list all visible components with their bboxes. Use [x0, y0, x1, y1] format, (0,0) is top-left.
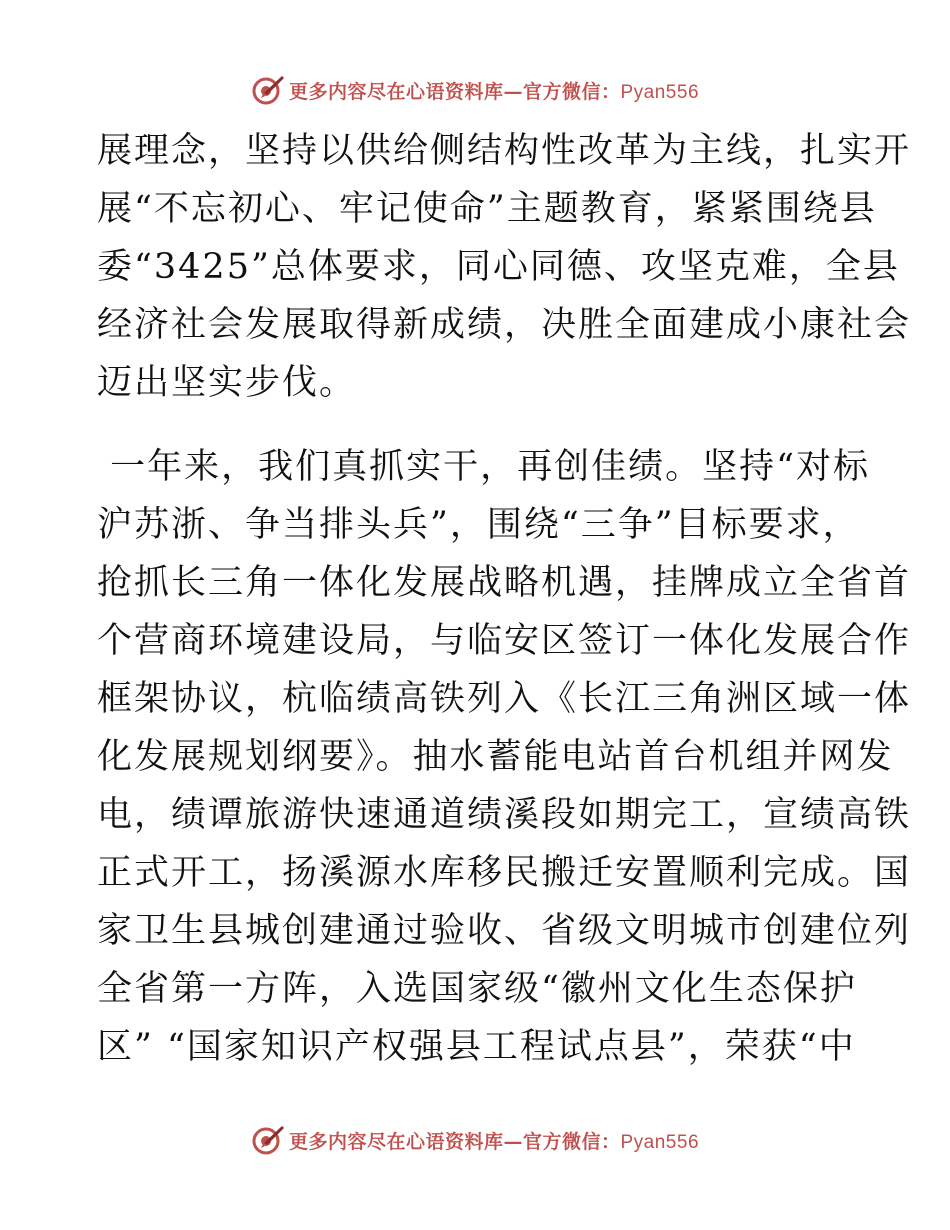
text-line: 展理念，坚持以供给侧结构性改革为主线，扎实开 [97, 131, 912, 171]
text-line: 展“不忘初心、牢记使命”主题教育，紧紧围绕县 [97, 189, 877, 229]
text-line: 一年来，我们真抓实干，再创佳绩。坚持“对标 [97, 447, 871, 487]
paragraph-2 [97, 438, 912, 1076]
text-line: 正式开工，扬溪源水库移民搬迁安置顺利完成。国 [97, 853, 912, 893]
text-line: 化发展规划纲要》。抽水蓄能电站首台机组并网发 [97, 737, 894, 777]
footer-banner-text: 更多内容尽在心语资料库—官方微信：Pyan556 [288, 1130, 700, 1153]
text-line: 沪苏浙、争当排头兵”，围绕“三争”目标要求， [97, 505, 860, 545]
text-line: 家卫生县城创建通过验收、省级文明城市创建位列 [97, 911, 912, 951]
text-line: 经济社会发展取得新成绩，决胜全面建成小康社会 [97, 305, 912, 345]
document-body [97, 122, 912, 1076]
text-line: 电，绩谭旅游快速通道绩溪段如期完工，宣绩高铁 [97, 795, 912, 835]
text-line: 区” “国家知识产权强县工程试点县”，荣获“中 [97, 1027, 856, 1067]
text-line: 迈出坚实步伐。 [97, 363, 357, 403]
text-line: 委“3425”总体要求，同心同德、攻坚克难，全县 [97, 247, 900, 287]
text-line: 个营商环境建设局，与临安区签订一体化发展合作 [97, 621, 912, 661]
pen-logo-icon [251, 1123, 285, 1157]
text-line: 框架协议，杭临绩高铁列入《长江三角洲区域一体 [97, 679, 912, 719]
paragraph-1 [97, 122, 912, 412]
header-banner-text: 更多内容尽在心语资料库—官方微信：Pyan556 [288, 80, 700, 103]
footer-banner [0, 1120, 950, 1160]
pen-logo-icon [251, 73, 285, 107]
text-line: 全省第一方阵，入选国家级“徽州文化生态保护 [97, 969, 857, 1009]
text-line: 抢抓长三角一体化发展战略机遇，挂牌成立全省首 [97, 563, 912, 603]
header-banner [0, 70, 950, 110]
